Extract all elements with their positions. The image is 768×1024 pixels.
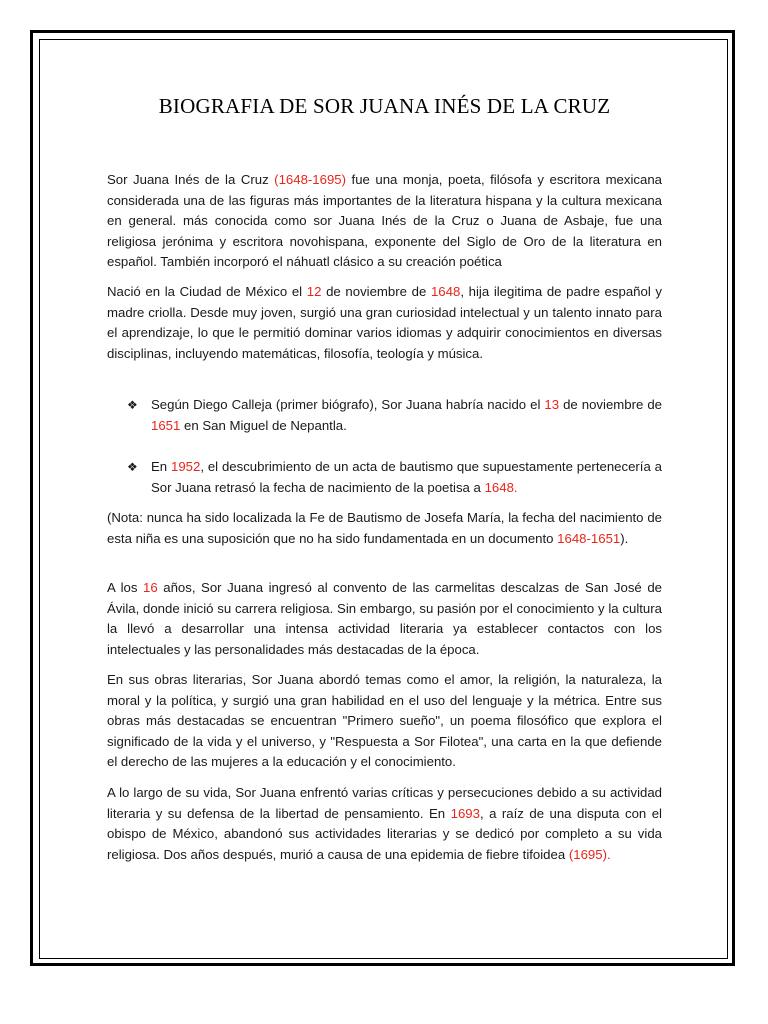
paragraph-note: (Nota: nunca ha sido localizada la Fe de Bautismo de Josefa María, la fecha del nacimiento de esta niña es una suposición que no ha sido fundamentada en un documento 1648-1651). [107,510,662,546]
paragraph-later-life: A lo largo de su vida, Sor Juana enfrentó varias críticas y persecuciones debido a su actividad literaria y su defensa de la libertad de pensamiento. En 1693, a raíz de una disputa con el obispo de México, abandonó sus actividades literarias y se dedicó por completo a su vida religiosa. Dos años después, murió a causa de una epidemia de fiebre tifoidea (1695). [107,785,662,862]
age-highlight: 16 [143,580,158,595]
paragraph-convent: A los 16 años, Sor Juana ingresó al convento de las carmelitas descalzas de San José de Ávila, donde inició su carrera religiosa. Sin embargo, su pasión por el conocimiento y la cultura la llevó a desarrollar una intensa actividad literaria ya establecer contactos con los intelectuales y las personalidades más destacadas de la época. [107,580,662,657]
date-highlight: (1648-1695) [274,172,347,187]
date-highlight: 1693 [450,805,480,821]
paragraph-works: En sus obras literarias, Sor Juana abordó temas como el amor, la religión, la naturaleza, la moral y la política, y surgió una gran habilidad en el uso del lenguaje y la métrica. Entre sus obras más destacadas se encuentran "Primero sueño", un poema filosófico que explora el significado de la vida y el universo, y "Respuesta a Sor Filotea", una carta en la que defiende el derecho de las mujeres a la educación y el conocimiento. [107,672,662,769]
date-highlight: 1651 [151,417,181,433]
date-highlight: (1695). [568,846,611,862]
paragraph-intro: Sor Juana Inés de la Cruz (1648-1695) fue una monja, poeta, filósofa y escritora mexicana considerada una de las figuras más importantes de la literatura hispana y la cultura mexicana en general. más conocida como sor Juana Inés de la Cruz o Juana de Asbaje, fue una religiosa jerónima y escritora novohispana, exponente del Siglo de Oro de la literatura en español. También incorporó el náhuatl clásico a su creación poética [107,172,663,269]
page-title: BIOGRAFIA DE SOR JUANA INÉS DE LA CRUZ [158,94,611,118]
bullet-item-baptism: ❖ En 1952, el descubrimiento de un acta de bautismo que supuestamente pertenecería a Sor Juana retrasó la fecha de nacimiento de la poetisa a 1648. [127,459,662,495]
date-highlight: 12 [306,284,322,299]
date-highlight: 1648 [430,284,461,299]
bullet-item-calleja: ❖ Según Diego Calleja (primer biógrafo), Sor Juana habría nacido el 13 de noviembre de 1651 en San Miguel de Nepantla. [127,397,663,433]
date-highlight: 1952 [170,459,201,474]
date-highlight: 1648-1651 [557,530,621,546]
date-highlight: 13 [544,397,560,412]
date-highlight: 1648. [484,479,518,495]
diamond-bullet-icon: ❖ [127,398,138,412]
diamond-bullet-icon: ❖ [127,460,138,474]
paragraph-birth: Nació en la Ciudad de México el 12 de noviembre de 1648, hija ilegitima de padre español y madre criolla. Desde muy joven, surgió una gran curiosidad intelectual y un talento innato para el aprendizaje, lo que le permitió dominar varios idiomas y adquirir conocimientos en diversas disciplinas, incluyendo matemáticas, filosofía, teología y música. [107,284,663,361]
